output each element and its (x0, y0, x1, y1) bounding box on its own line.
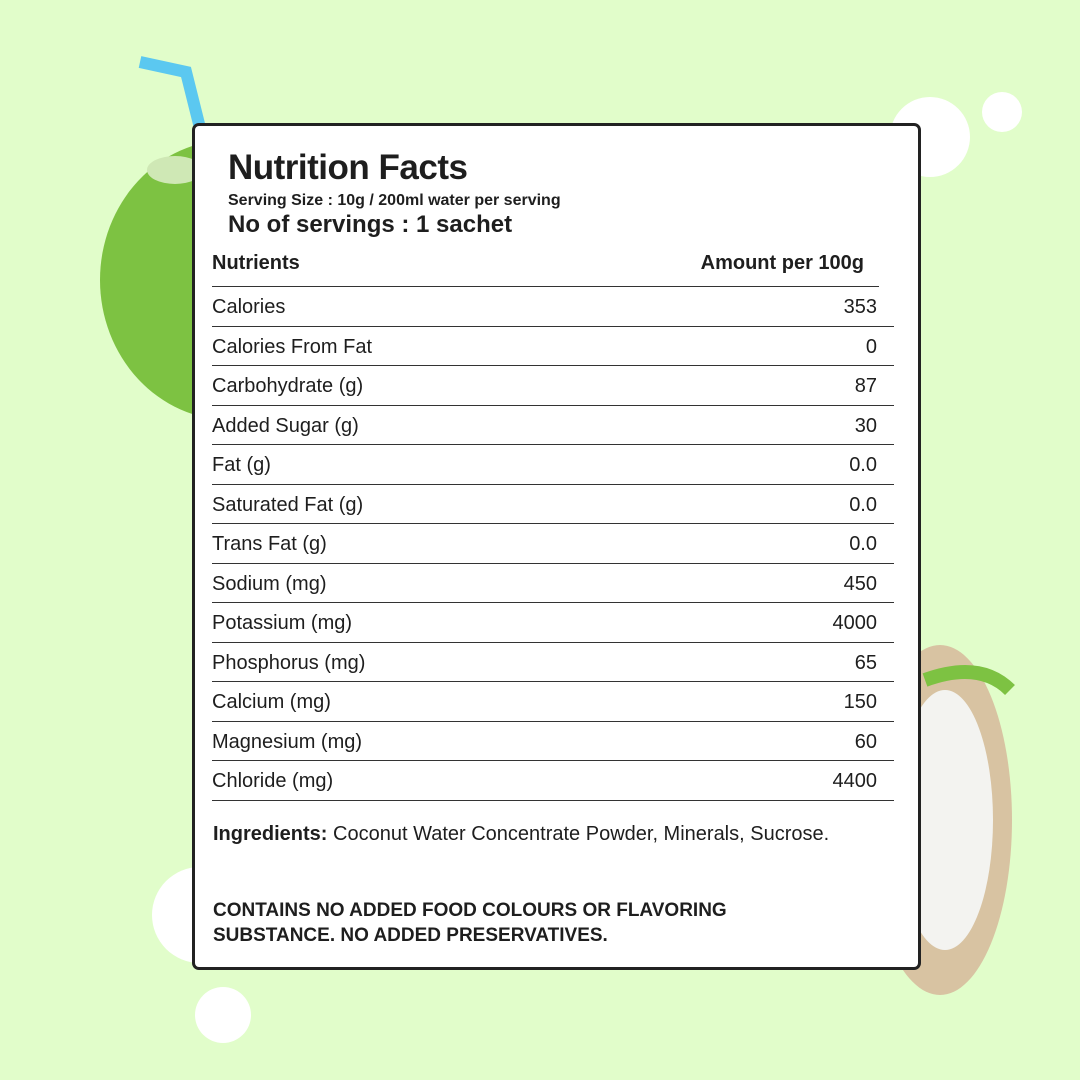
nutrient-value: 0.0 (849, 533, 877, 555)
nutrient-value: 0.0 (849, 454, 877, 476)
ingredients-label: Ingredients: (213, 823, 328, 845)
ingredients-text: Coconut Water Concentrate Powder, Minerals, Sucrose. (333, 823, 830, 845)
ingredients (213, 822, 853, 847)
bubble (982, 92, 1022, 132)
table-row (212, 643, 894, 683)
serving-size: Serving Size : 10g / 200ml water per serving (228, 192, 561, 209)
nutrient-name: Phosphorus (mg) (212, 651, 366, 674)
table-row (212, 366, 894, 406)
nutrient-name: Chloride (mg) (212, 770, 334, 792)
nutrient-name: Saturated Fat (g) (212, 493, 364, 516)
header-nutrients: Nutrients (212, 252, 300, 274)
nutrient-value: 65 (854, 651, 877, 674)
nutrient-name: Potassium (mg) (212, 612, 353, 634)
nutrient-name: Calories (212, 296, 286, 318)
table-row (212, 564, 894, 604)
table-header (212, 252, 879, 287)
nutrient-name: Calories From Fat (212, 335, 373, 358)
nutrient-value: 450 (843, 572, 877, 595)
nutrient-name: Calcium (mg) (212, 691, 331, 713)
table-row (212, 327, 894, 367)
nutrient-value: 4000 (832, 612, 877, 634)
table-row (212, 524, 894, 564)
table-row (212, 406, 894, 446)
servings-count: No of servings : 1 sachet (228, 211, 513, 238)
nutrient-name: Fat (g) (212, 454, 271, 476)
nutrient-value: 30 (854, 414, 877, 437)
nutrient-name: Sodium (mg) (212, 572, 327, 595)
nutrient-value: 353 (843, 296, 877, 318)
bubble (195, 987, 251, 1043)
header-amount: Amount per 100g (700, 252, 864, 274)
nutrient-value: 87 (854, 375, 877, 397)
disclaimer-note: CONTAINS NO ADDED FOOD COLOURS OR FLAVORING SUBSTANCE. NO ADDED PRESERVATIVES. (213, 900, 727, 946)
table-row (212, 603, 894, 643)
table-row (212, 761, 894, 801)
nutrient-value: 4400 (832, 770, 877, 792)
page-title: Nutrition Facts (228, 148, 468, 187)
nutrient-table (212, 287, 894, 801)
table-row (212, 445, 894, 485)
nutrient-value: 150 (843, 691, 877, 713)
nutrient-name: Carbohydrate (g) (212, 375, 364, 397)
nutrient-name: Trans Fat (g) (212, 533, 327, 555)
table-row (212, 682, 894, 722)
table-row (212, 722, 894, 762)
nutrient-name: Added Sugar (g) (212, 414, 359, 437)
nutrient-value: 0.0 (849, 493, 877, 516)
table-row (212, 485, 894, 525)
nutrient-value: 0 (865, 335, 877, 358)
nutrient-name: Magnesium (mg) (212, 730, 363, 753)
straw-icon (140, 62, 200, 128)
nutrition-facts-card (192, 123, 921, 970)
table-row (212, 287, 894, 327)
nutrient-value: 60 (854, 730, 877, 753)
